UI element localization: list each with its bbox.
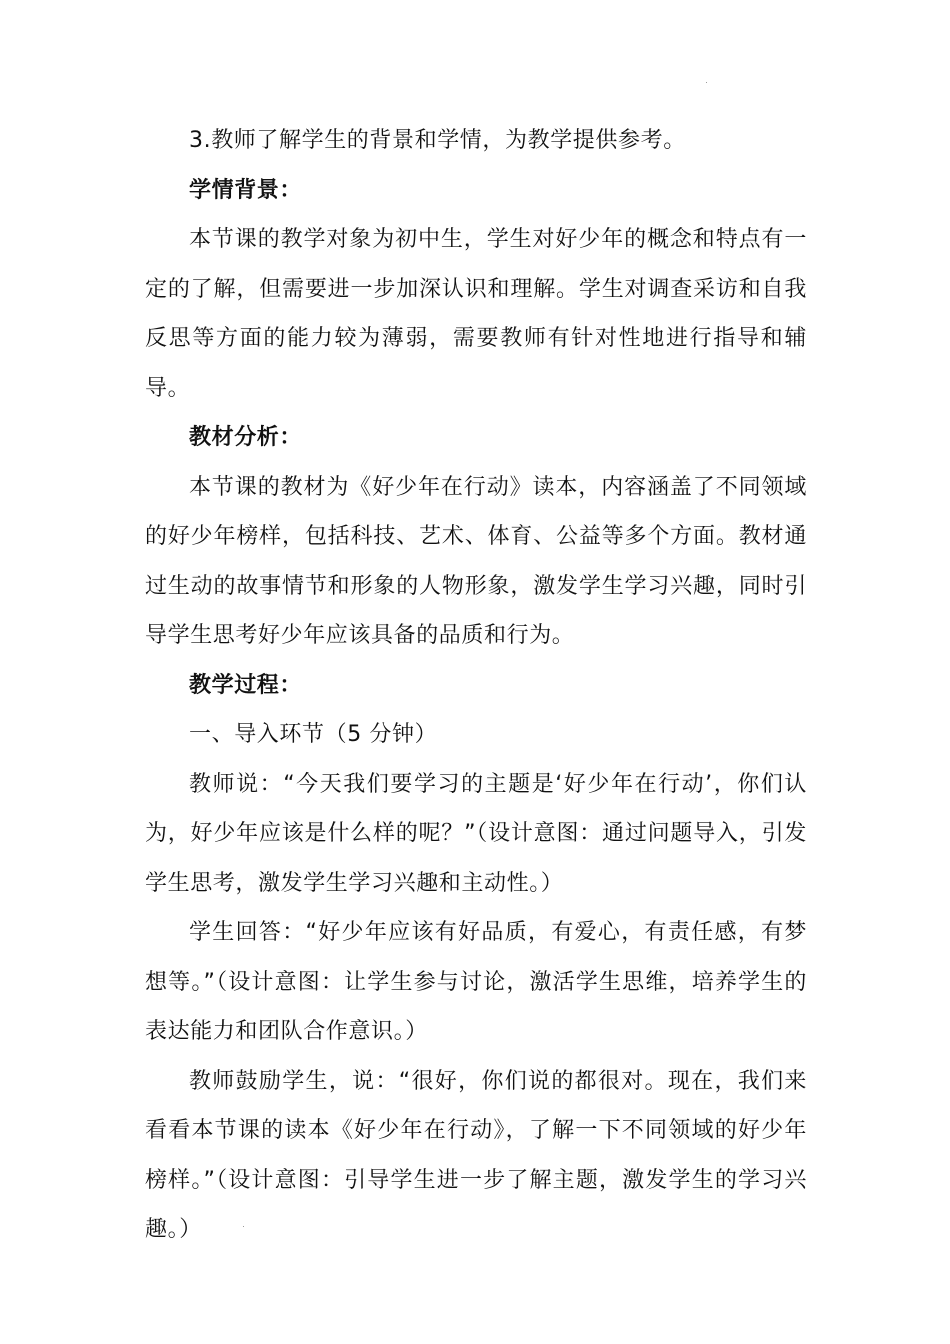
paragraph-student-answer: 学生回答：“好少年应该有好品质，有爱心，有责任感，有梦想等。”（设计意图：让学生参与讨论，激活学生思维，培养学生的表达能力和团队合作意识。） (145, 920, 807, 1044)
document-body (145, 116, 807, 1255)
scan-speck (706, 82, 707, 83)
heading-material-analysis: 教材分析： (189, 425, 303, 450)
paragraph-objective-3: 3.教师了解学生的背景和学情，为教学提供参考。 (189, 128, 686, 153)
paragraph-teacher-question: 教师说：“今天我们要学习的主题是‘好少年在行动’，你们认为，好少年应该是什么样的呢？”（设计意图：通过问题导入，引发学生思考，激发学生学习兴趣和主动性。） (145, 771, 807, 896)
heading-student-background: 学情背景： (189, 177, 303, 203)
scan-speck (243, 1226, 244, 1227)
heading-teaching-process: 教学过程： (189, 672, 303, 698)
paragraph-material-analysis: 本节课的教材为《好少年在行动》读本，内容涵盖了不同领域的好少年榜样，包括科技、艺术、体育、公益等多个方面。教材通过生动的故事情节和形象的人物形象，激发学生学习兴趣，同时引导学生思考好少年应该具备的品质和行为。 (145, 474, 807, 648)
paragraph-intro-section: 一、导入环节（5 分钟） (189, 722, 438, 747)
paragraph-student-background: 本节课的教学对象为初中生，学生对好少年的概念和特点有一定的了解，但需要进一步加深认识和理解。学生对调查采访和自我反思等方面的能力较为薄弱，需要教师有针对性地进行指导和辅导。 (145, 227, 807, 401)
paragraph-teacher-encouragement: 教师鼓励学生，说：“很好，你们说的都很对。现在，我们来看看本节课的读本《好少年在行动》，了解一下不同领域的好少年榜样。”（设计意图：引导学生进一步了解主题，激发学生的学习兴趣。） (145, 1068, 807, 1242)
